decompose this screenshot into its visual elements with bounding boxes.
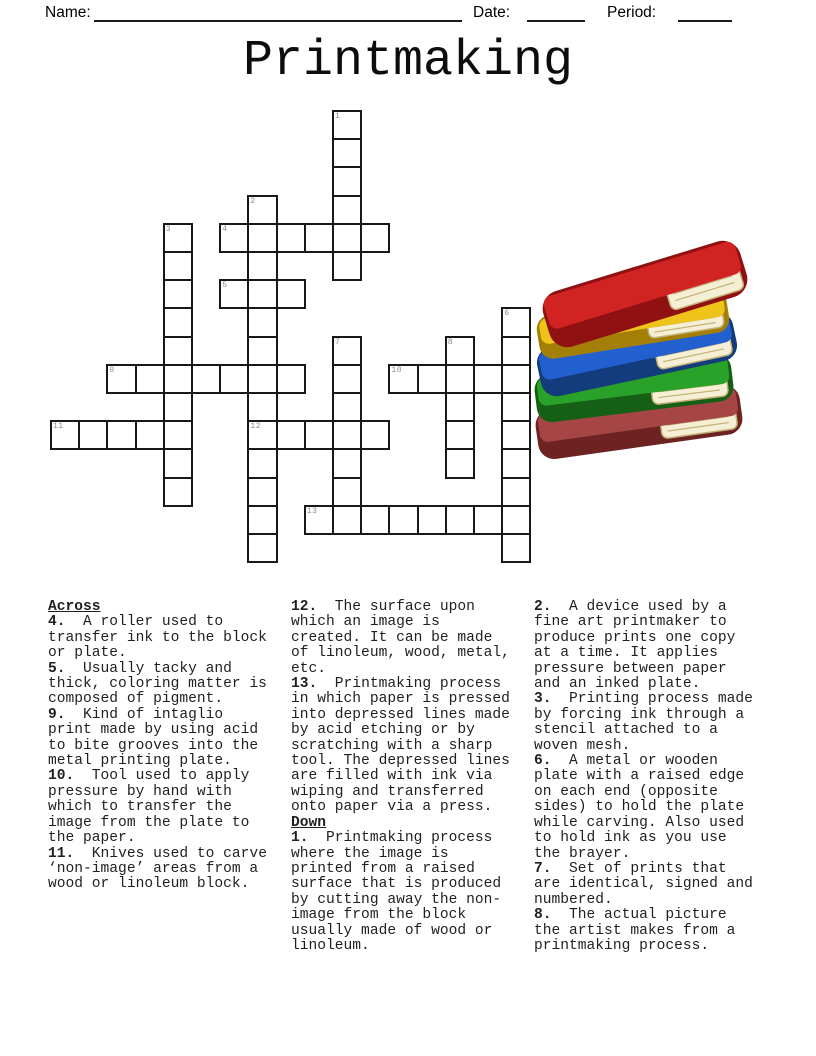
clue-number: 8. [534, 907, 552, 924]
cell-number: 4 [222, 224, 228, 234]
clue-number: 9. [48, 706, 66, 723]
clue-5: 5. Usually tacky and thick, coloring matter is composed of pigment. [48, 660, 276, 708]
grid-cell[interactable] [247, 448, 277, 478]
grid-cell[interactable] [360, 505, 390, 535]
grid-cell[interactable] [388, 364, 418, 394]
grid-cell[interactable] [445, 420, 475, 450]
clue-6: 6. A metal or wooden plate with a raised edge on each end (opposite sides) to hold the plate while carving. Also used to hold ink as you use the brayer. [534, 753, 753, 862]
grid-cell[interactable] [360, 420, 390, 450]
cell-number: 10 [391, 365, 402, 375]
clue-13: 13. Printmaking process in which paper is pressed into depressed lines made by acid etching or by scratching with a sharp tool. The depressed lines are filled with ink via wiping and transferred onto paper via a press. [291, 676, 519, 816]
grid-cell[interactable] [501, 307, 531, 337]
down-header: Down [291, 814, 327, 831]
grid-cell[interactable] [445, 505, 475, 535]
grid-cell[interactable] [332, 166, 362, 196]
grid-cell[interactable] [247, 195, 277, 225]
grid-cell[interactable] [163, 251, 193, 281]
grid-cell[interactable] [247, 420, 277, 450]
grid-cell[interactable] [304, 420, 334, 450]
grid-cell[interactable] [332, 505, 362, 535]
grid-cell[interactable] [332, 364, 362, 394]
grid-cell[interactable] [473, 364, 503, 394]
grid-cell[interactable] [501, 505, 531, 535]
grid-cell[interactable] [247, 505, 277, 535]
grid-cell[interactable] [276, 420, 306, 450]
grid-cell[interactable] [106, 420, 136, 450]
grid-cell[interactable] [501, 477, 531, 507]
grid-cell[interactable] [163, 392, 193, 422]
grid-cell[interactable] [304, 505, 334, 535]
clue-10: 10. Tool used to apply pressure by hand with which to transfer the image from the plate to the paper. [48, 768, 259, 847]
clue-9: 9. Kind of intaglio print made by using acid to bite grooves into the metal printing plate. [48, 706, 267, 770]
grid-cell[interactable] [247, 336, 277, 366]
grid-cell[interactable] [219, 364, 249, 394]
clue-11: 11. Knives used to carve ‘non-image’ areas from a wood or linoleum block. [48, 845, 276, 893]
grid-cell[interactable] [501, 448, 531, 478]
cell-number: 8 [447, 337, 454, 347]
grid-cell[interactable] [276, 364, 306, 394]
grid-cell[interactable] [163, 336, 193, 366]
cell-number: 12 [250, 422, 261, 432]
cell-number: 2 [250, 196, 256, 206]
cell-number: 13 [306, 506, 318, 516]
date-label: Date: [473, 4, 511, 21]
grid-cell[interactable] [332, 110, 362, 140]
grid-cell[interactable] [163, 420, 193, 450]
grid-cell[interactable] [445, 336, 475, 366]
grid-cell[interactable] [219, 223, 249, 253]
grid-cell[interactable] [501, 336, 531, 366]
clues-column-1 [48, 599, 276, 893]
grid-cell[interactable] [501, 420, 531, 450]
grid-cell[interactable] [247, 477, 277, 507]
grid-cell[interactable] [417, 505, 447, 535]
clue-8: 8. The actual picture the artist makes from a printmaking process. [534, 907, 745, 954]
grid-cell[interactable] [163, 223, 193, 253]
grid-cell[interactable] [332, 420, 362, 450]
grid-cell[interactable] [332, 195, 362, 225]
grid-cell[interactable] [332, 392, 362, 422]
grid-cell[interactable] [332, 251, 362, 281]
clue-number: 7. [534, 860, 552, 877]
clue-number: 5. [48, 660, 66, 677]
grid-cell[interactable] [219, 279, 249, 309]
grid-cell[interactable] [501, 533, 531, 563]
grid-cell[interactable] [78, 420, 108, 450]
grid-cell[interactable] [276, 279, 306, 309]
grid-cell[interactable] [304, 223, 334, 253]
clue-4: 4. A roller used to transfer ink to the block or plate. [48, 614, 276, 662]
period-blank-line[interactable] [678, 3, 732, 22]
grid-cell[interactable] [445, 364, 475, 394]
cell-number: 1 [335, 112, 341, 121]
grid-cell[interactable] [276, 223, 306, 253]
grid-cell[interactable] [163, 279, 193, 309]
clue-number: 1. [291, 830, 309, 847]
grid-cell[interactable] [247, 251, 277, 281]
grid-cell[interactable] [445, 448, 475, 478]
cell-number: 3 [165, 224, 172, 234]
cell-number: 7 [335, 337, 341, 347]
clues-column-2 [291, 599, 519, 954]
grid-cell[interactable] [247, 223, 277, 253]
puzzle-title: Printmaking [242, 33, 574, 90]
grid-cell[interactable] [247, 392, 277, 422]
grid-cell[interactable] [332, 223, 362, 253]
clue-2: 2. A device used by a fine art printmaker to produce prints one copy at a time. It applies pressure between paper and an inked plate. [534, 599, 745, 693]
grid-cell[interactable] [332, 448, 362, 478]
clue-3: 3. Printing process made by forcing ink through a stencil attached to a woven mesh. [534, 691, 762, 754]
grid-cell[interactable] [247, 533, 277, 563]
grid-cell[interactable] [332, 477, 362, 507]
period-label: Period: [607, 4, 657, 21]
name-label: Name: [45, 4, 91, 21]
clue-number: 6. [534, 753, 552, 770]
grid-cell[interactable] [106, 364, 136, 394]
clues-column-3 [534, 599, 762, 954]
grid-cell[interactable] [247, 279, 277, 309]
date-blank-line[interactable] [527, 3, 585, 22]
grid-cell[interactable] [501, 364, 531, 394]
grid-cell[interactable] [191, 364, 221, 394]
grid-cell[interactable] [360, 223, 390, 253]
cell-number: 6 [504, 309, 510, 319]
grid-cell[interactable] [135, 364, 165, 394]
grid-cell[interactable] [163, 448, 193, 478]
grid-cell[interactable] [388, 505, 418, 535]
clue-number: 3. [534, 691, 552, 708]
crossword-grid[interactable] [50, 110, 532, 564]
across-header: Across [48, 599, 101, 615]
grid-cell[interactable] [417, 364, 447, 394]
name-blank-line[interactable] [94, 3, 462, 22]
grid-cell[interactable] [135, 420, 165, 450]
clue-12: 12. The surface upon which an image is created. It can be made of linoleum, wood, metal, etc. [291, 599, 519, 677]
clue-number: 12. [291, 599, 318, 615]
clue-1: 1. Printmaking process where the image is printed from a raised surface that is produced by cutting away the non-image from the block usually made of wood or linoleum. [291, 830, 510, 954]
grid-cell[interactable] [247, 307, 277, 337]
grid-cell[interactable] [501, 392, 531, 422]
clue-number: 4. [48, 614, 66, 631]
clue-number: 13. [291, 676, 318, 693]
grid-cell[interactable] [163, 477, 193, 507]
grid-cell[interactable] [163, 364, 193, 394]
clue-number: 10. [48, 768, 75, 785]
grid-cell[interactable] [332, 138, 362, 168]
clue-number: 11. [48, 845, 75, 862]
grid-cell[interactable] [50, 420, 80, 450]
books-illustration [532, 236, 767, 466]
grid-cell[interactable] [445, 392, 475, 422]
cell-number: 11 [53, 422, 64, 432]
grid-cell[interactable] [473, 505, 503, 535]
cell-number: 9 [109, 365, 115, 375]
grid-cell[interactable] [247, 364, 277, 394]
grid-cell[interactable] [163, 307, 193, 337]
cell-number: 5 [222, 281, 228, 291]
clue-7: 7. Set of prints that are identical, signed and numbered. [534, 860, 762, 908]
grid-cell[interactable] [332, 336, 362, 366]
clue-number: 2. [534, 599, 552, 615]
